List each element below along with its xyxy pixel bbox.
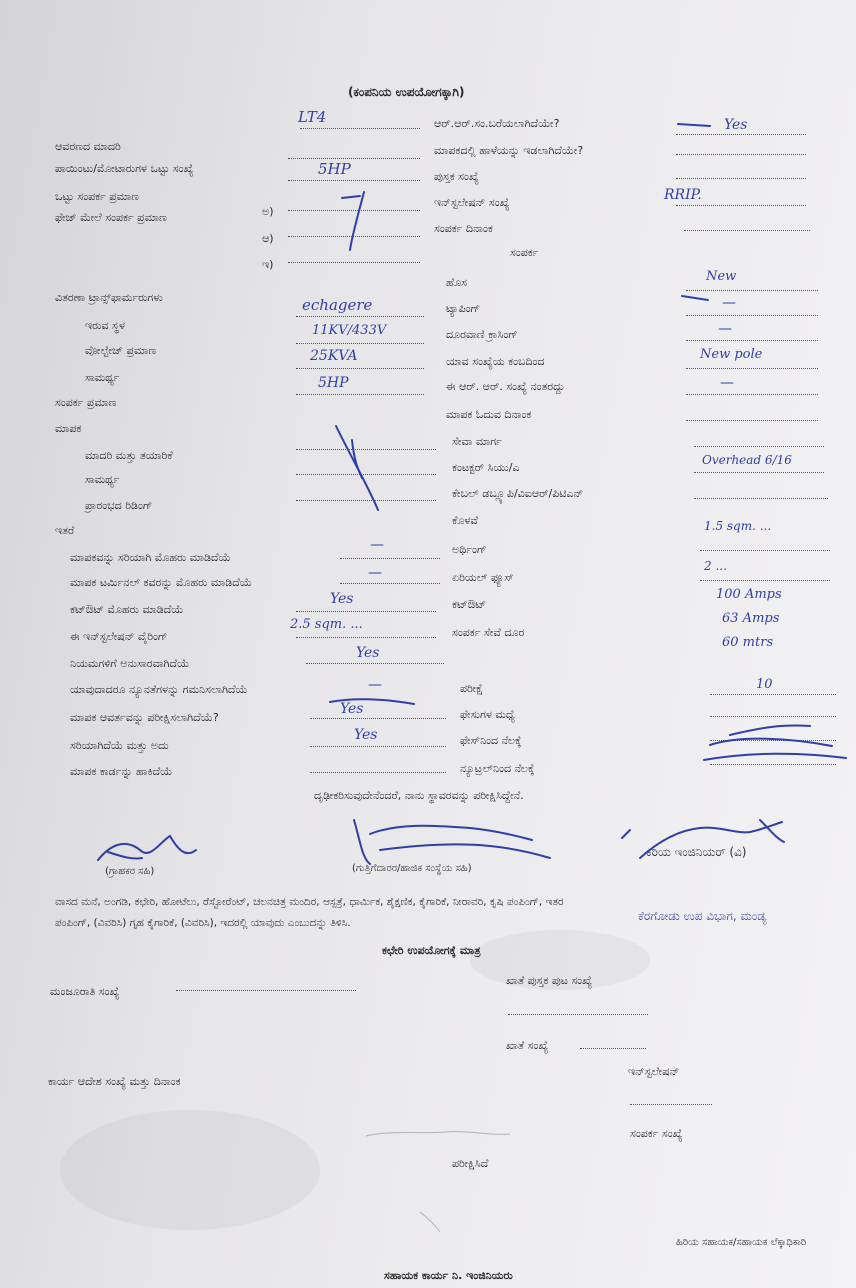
label-as-per-rules: ನಿಯಮಗಳಿಗೆ ಅನುಸಾರವಾಗಿದೆಯೆ: [70, 657, 190, 670]
dash-mark: —: [718, 321, 732, 337]
faint-show-through: [366, 1132, 510, 1136]
label-meter-reading-date: ಮಾಪಕ ಓದುವ ದಿನಾಂಕ: [446, 408, 532, 421]
value-voltage: 11KV/433V: [312, 323, 387, 338]
ink-slash: [350, 192, 364, 250]
label-checked: ಪರೀಕ್ಷಿಸಿದೆ: [452, 1157, 489, 1170]
sampark-heading: ಸಂಪರ್ಕ: [510, 246, 539, 259]
ink-scribble: [710, 739, 832, 746]
label-meter-capacity: ಸಾಮರ್ಥ್ಯ: [85, 473, 120, 486]
label-tapping: ಟ್ಯಾಪಿಂಗ್: [446, 302, 481, 315]
others-heading: ಇತರೆ: [55, 524, 75, 537]
value-correct: Yes: [354, 727, 378, 743]
label-cutout-sealed: ಕಟ್‌ಔಟ್ ಮೊಹರು ಮಾಡಿದೆಯೆ: [70, 603, 184, 616]
label-pole-number: ಯಾವ ಸಂಖ್ಯೆಯ ಕಂಬದಿಂದ: [446, 355, 545, 368]
phase-mark-a: ಅ): [262, 205, 274, 218]
label-premises-type: ಆವರಣದ ಮಾದರಿ: [55, 140, 121, 153]
label-phase-to-earth: ಫೇಸ್‌ನಿಂದ ನೆಲಕ್ಕೆ: [460, 734, 522, 747]
category-text-line1: ವಾಸದ ಮನೆ, ಅಂಗಡಿ, ಕಛೇರಿ, ಹೋಟೆಲು, ರೆಸ್ಟೋರೆಂಟ್, ಚಲನಚಿತ್ರ ಮಂದಿರ, ಆಸ್ಪತ್ರೆ, ಧಾರ್ಮಿಕ, ಶೈಕ್ಷಣಿಕ, ಕೈಗಾರಿಕೆ, ನೀರಾವರಿ, ಕೃಷಿ ಪಂಪಿಂಗ್, ಇತರ: [55, 896, 564, 908]
value-meter-creep: Yes: [340, 701, 364, 717]
label-wiring: ಈ ಇನ್‌ಸ್ಟಲೇಷನ್ ವೈರಿಂಗ್: [70, 630, 168, 643]
label-ledger-page: ಖಾತೆ ಪುಸ್ತಕ ಪುಟ ಸಂಖ್ಯೆ: [506, 974, 593, 987]
value-transformer-location: echagere: [302, 296, 373, 314]
engineer-office-stamp: ಕೆರಗೋಡು ಉಪ ವಿಭಾಗ, ಮಂಡ್ಯ: [638, 909, 767, 923]
value-transformer-capacity: 25KVA: [310, 348, 358, 364]
value-meter-sealed: —: [370, 537, 384, 553]
label-initial-reading: ಪ್ರಾರಂಭದ ರಿಡಿಂಗ್: [85, 499, 153, 512]
label-transformer-location: ಇರುವ ಸ್ಥಳ: [85, 319, 125, 332]
meter-heading: ಮಾಪಕ: [55, 422, 82, 435]
label-sanction-no: ಮಂಜೂರಾತಿ ಸಂಖ್ಯೆ: [50, 985, 120, 998]
label-asst-exec-engineer: ಸಹಾಯಕ ಕಾರ್ಯ ನಿ. ಇಂಜಿನಿಯರು: [384, 1269, 513, 1282]
label-transformer-capacity: ಸಾಮರ್ಥ್ಯ: [85, 371, 120, 384]
label-account-no: ಖಾತೆ ಸಂಖ್ಯೆ: [506, 1039, 549, 1052]
label-book-no: ಪುಸ್ತಕ ಸಂಖ್ಯೆ: [434, 170, 479, 183]
dash-mark: —: [722, 295, 736, 311]
engineer-signature: [622, 822, 782, 858]
value-total-load: 5HP: [318, 160, 351, 178]
label-meter-creep: ಮಾಪಕ ಆವರ್ತವನ್ನು ಪರೀಕ್ಷಿಸಲಾಗಿದೆಯೆ?: [70, 711, 219, 724]
value-defects: —: [368, 677, 382, 693]
label-meter-sealed: ಮಾಪಕವನ್ನು ಸರಿಯಾಗಿ ಮೊಹರು ಮಾಡಿದೆಯೆ: [70, 551, 231, 564]
value-conductor: Overhead 6/16: [702, 453, 792, 467]
phase-mark-b: ಆ): [262, 232, 274, 245]
office-use-heading: ಕಛೇರಿ ಉಪಯೋಗಕ್ಕೆ ಮಾತ್ರ: [382, 944, 481, 957]
category-text-line2: ಪಂಪಿಂಗ್, (ವಿವರಿಸಿ) ಗೃಹ ಕೈಗಾರಿಕೆ, (ವಿವರಿಸಿ), ಇದರಲ್ಲಿ ಯಾವುದು ಎಂಬುದನ್ನು ತಿಳಿಸಿ.: [55, 917, 351, 929]
ink-scribble: [704, 754, 846, 760]
label-installation-no: ಇನ್‌ಸ್ಟಲೇಷನ್ ಸಂಖ್ಯೆ: [434, 196, 510, 209]
value-aerial-fuse: 100 Amps: [716, 587, 782, 602]
label-aerial-fuse: ಏರಿಯಲ್ ಫ್ಯೂಸ್: [452, 571, 514, 584]
value-cutout: 63 Amps: [722, 611, 780, 626]
label-work-order: ಕಾರ್ಯ ಆದೇಶ ಸಂಖ್ಯೆ ಮತ್ತು ದಿನಾಂಕ: [48, 1075, 181, 1088]
value-terminal-sealed: —: [368, 565, 382, 581]
contractor-signature: [354, 820, 370, 864]
label-cable: ಕೇಬಲ್ ಡಬ್ಲ್ಯೂಪಿ/ವಿಐಆರ್/ಪಿಟಿಎನ್: [452, 487, 584, 500]
value-rr-written: Yes: [724, 117, 748, 133]
label-meter-card: ಮಾಪಕ ಕಾರ್ಡನ್ನು ಹಾಕಿದೆಯೆ: [70, 765, 173, 778]
label-telephone-crossing: ದೂರವಾಣಿ ಕ್ರಾಸಿಂಗ್: [446, 328, 518, 341]
label-correct: ಸರಿಯಾಗಿದೆಯೆ ಮತ್ತು ಅದು: [70, 739, 169, 752]
value-as-per-rules: Yes: [356, 645, 380, 661]
label-meter-make: ಮಾದರಿ ಮತ್ತು ತಯಾರಿಕೆ: [85, 449, 173, 462]
label-cutout: ಕಟ್‌ಔಟ್: [452, 598, 486, 611]
certification-text: ದೃಢೀಕರಿಸುವುದೇನೆಂದರೆ, ನಾನು ಸ್ಥಾವರವನ್ನು ಪರೀಕ್ಷಿಸಿದ್ದೇನೆ.: [314, 789, 524, 802]
customer-signature-caption: (ಗ್ರಾಹಕರ ಸಹಿ): [105, 866, 155, 877]
label-terminal-sealed: ಮಾಪಕ ಟರ್ಮಿನಲ್ ಕವರನ್ನು ಮೊಹರು ಮಾಡಿದೆಯೆ: [70, 576, 252, 589]
label-new: ಹೊಸ: [446, 276, 467, 289]
label-installation: ಇನ್‌ಸ್ಟಲೇಷನ್: [628, 1065, 680, 1078]
ink-tick: [342, 196, 360, 198]
label-conductor: ಕಂಟಕ್ಟರ್ ಸಿಯು/ಎ: [452, 461, 520, 474]
label-phase-to-phase: ಫೇಸುಗಳ ಮಧ್ಯೆ: [460, 708, 515, 721]
label-service-distance: ಸಂಪರ್ಕ ಸೇವೆ ದೂರ: [452, 626, 525, 639]
phase-mark-c: ಇ): [262, 258, 274, 271]
label-neutral-to-earth: ನ್ಯೂಟ್ರಲ್‌ನಿಂದ ನೆಲಕ್ಕೆ: [460, 762, 535, 775]
value-test: 10: [756, 677, 773, 692]
engineer-title: ಕಿರಿಯ ಇಂಜಿನಿಯರ್ (ವಿ): [646, 845, 747, 859]
value-earthing: 2 ...: [704, 559, 727, 573]
label-after-rr: ಈ ಆರ್. ಆರ್. ಸಂಖ್ಯೆ ನಂತರದ್ದು: [446, 380, 565, 393]
value-service-distance: 60 mtrs: [722, 635, 774, 650]
label-rr-written: ಆರ್.ಆರ್.ಸಂ.ಬರೆಯಲಾಗಿದೆಯೇ?: [434, 117, 560, 130]
transformer-heading: ವಿತರಣಾ ಟ್ರಾನ್ಸ್‌ಫಾರ್ಮರುಗಳು: [55, 291, 163, 304]
label-connection-no: ಸಂಪರ್ಕ ಸಂಖ್ಯೆ: [630, 1127, 683, 1140]
value-connection-load: 5HP: [318, 375, 349, 391]
label-points-total: ಪಾಯಿಂಟು/ಮೋಟಾರುಗಳ ಒಟ್ಟು ಸಂಖ್ಯೆ: [55, 162, 194, 175]
label-total-load: ಒಟ್ಟು ಸಂಪರ್ಕ ಪ್ರಮಾಣ: [55, 190, 139, 203]
label-earthing: ಅರ್ಥಿಂಗ್: [452, 543, 487, 556]
label-test: ಪರೀಕ್ಷೆ: [460, 682, 484, 695]
value-pole-number: New pole: [700, 347, 763, 362]
label-service-line: ಸೇವಾ ಮಾರ್ಗ: [452, 435, 502, 448]
contractor-signature-caption: (ಗುತ್ತಿಗೆದಾರರ/ಹಾಜಿಕ ಸಂಸ್ಥೆಯ ಸಹಿ): [352, 863, 472, 874]
dash-mark: —: [720, 375, 734, 391]
value-premises-type: LT4: [298, 108, 327, 126]
label-defects: ಯಾವುದಾದರೂ ನ್ಯೂನತೆಗಳನ್ನು ಗಮನಿಸಲಾಗಿದೆಯೆ: [70, 683, 248, 696]
label-pipe: ಕೊಳವೆ: [452, 514, 478, 527]
value-pipe: 1.5 sqm. ...: [704, 519, 772, 533]
value-wiring: 2.5 sqm. ...: [290, 617, 363, 632]
value-cutout-sealed: Yes: [330, 591, 354, 607]
label-senior-assistant: ಹಿರಿಯ ಸಹಾಯಕ/ಸಹಾಯಕ ಲೆಕ್ಕಾಧಿಕಾರಿ: [676, 1237, 807, 1248]
page-title: (ಕಂಪನಿಯ ಉಪಯೋಗಕ್ಕಾಗಿ): [348, 85, 465, 99]
label-connection-date: ಸಂಪರ್ಕ ದಿನಾಂಕ: [434, 222, 493, 235]
value-installation-no: RRIP.: [664, 187, 702, 203]
customer-signature: [98, 836, 196, 860]
label-sheet-in-meter: ಮಾಪಕದಲ್ಲಿ ಹಾಳೆಯನ್ನು ಇಡಲಾಗಿದೆಯೇ?: [434, 144, 584, 157]
label-voltage: ವೋಲ್ಟೇಜ್ ಪ್ರಮಾಣ: [85, 344, 157, 357]
value-new: New: [706, 269, 737, 284]
label-connection-load: ಸಂಪರ್ಕ ಪ್ರಮಾಣ: [55, 396, 117, 409]
label-phase-load: ಫೇಜ್ ಮೇಲೆ ಸಂಪರ್ಕ ಪ್ರಮಾಣ: [55, 211, 167, 224]
